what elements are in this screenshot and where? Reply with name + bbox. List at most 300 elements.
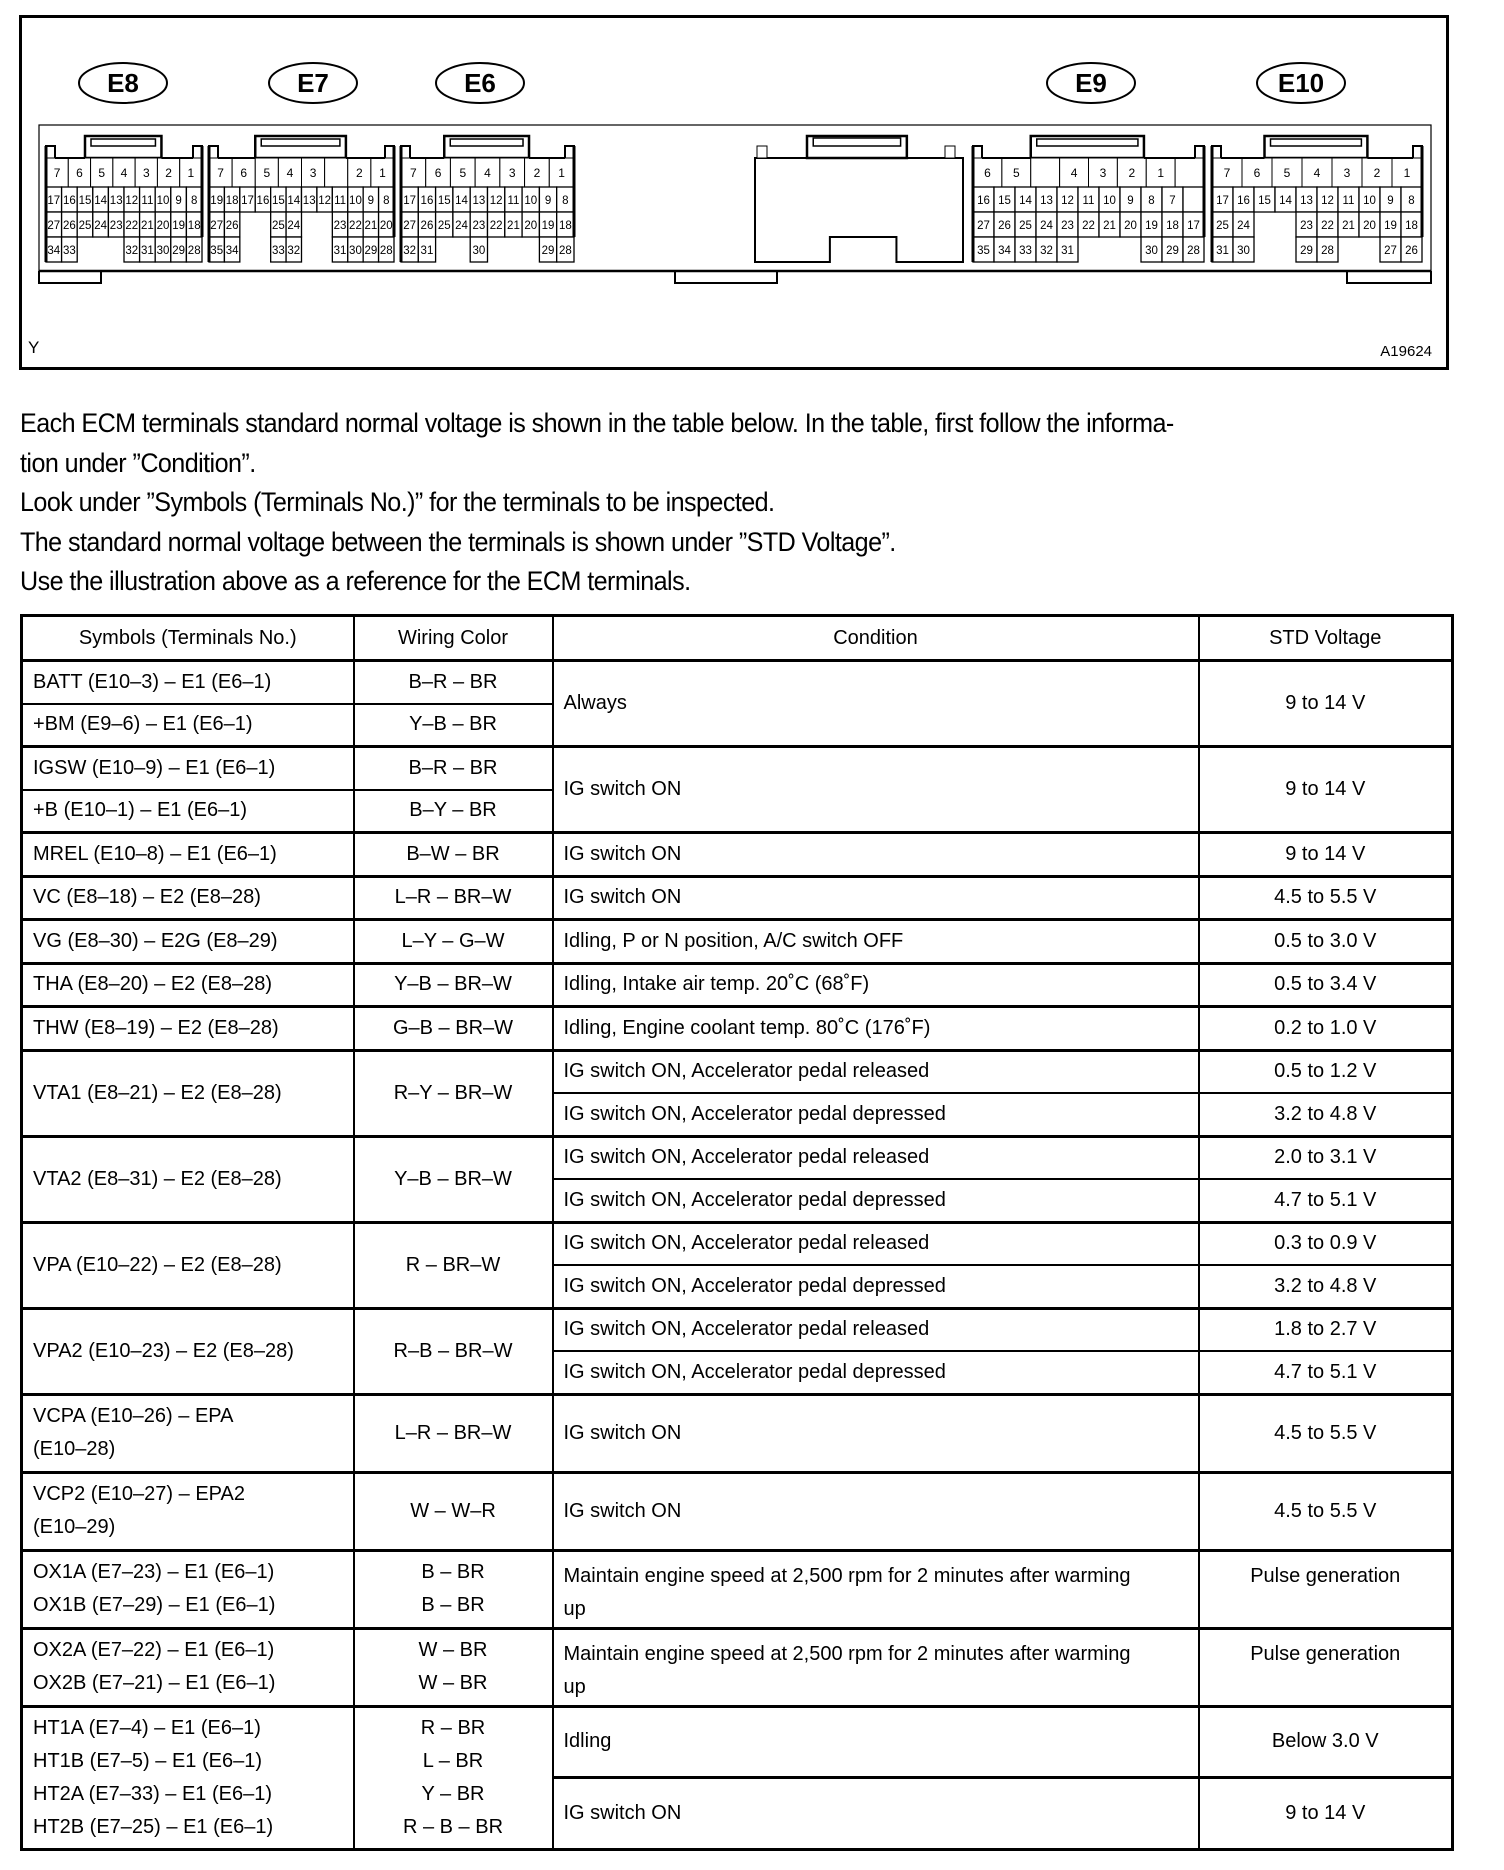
color-line: L – BR xyxy=(422,1749,484,1772)
condition-cell: IG switch ON xyxy=(553,747,1199,833)
terminal-number: 29 xyxy=(541,245,555,257)
terminal-number: 19 xyxy=(172,220,185,232)
terminal-number: 16 xyxy=(1237,195,1250,207)
terminal-number: 2 xyxy=(1373,166,1381,180)
symbol-cell: VG (E8–30) – E2G (E8–29) xyxy=(22,920,354,964)
terminal-number: 17 xyxy=(241,195,254,207)
terminal-number: 11 xyxy=(141,195,154,207)
terminal-number: 8 xyxy=(190,195,198,207)
terminal-number: 2 xyxy=(355,166,363,180)
dummy-connector-body xyxy=(755,158,963,262)
terminal-number: 29 xyxy=(1166,245,1179,257)
color-line: R – BR xyxy=(420,1716,486,1739)
terminal-number: 4 xyxy=(1070,166,1078,180)
terminal-number: 17 xyxy=(1187,220,1200,232)
terminal-number: 13 xyxy=(1040,195,1053,207)
terminal-pin xyxy=(325,158,348,187)
terminal-number: 34 xyxy=(998,245,1011,257)
terminal-number: 32 xyxy=(287,245,301,257)
wiring-color-cell: Y–B – BR–W xyxy=(354,1136,553,1222)
voltage-cell: 0.5 to 3.4 V xyxy=(1199,963,1453,1007)
symbol-cell xyxy=(22,1628,354,1706)
terminal-number: 13 xyxy=(472,195,486,207)
condition-cell: IG switch ON, Accelerator pedal released xyxy=(553,1308,1199,1351)
terminal-number: 32 xyxy=(125,245,139,257)
terminal-number: 20 xyxy=(379,220,393,232)
terminal-number: 14 xyxy=(287,195,301,207)
terminal-number: 34 xyxy=(225,245,239,257)
table-row xyxy=(22,1472,1453,1550)
terminal-number: 9 xyxy=(1387,195,1394,207)
terminal-number: 25 xyxy=(437,220,451,232)
terminal-number: 6 xyxy=(984,166,991,180)
terminal-number: 19 xyxy=(1145,220,1158,232)
connector-label: E7 xyxy=(297,68,329,98)
wiring-color-cell: L–R – BR–W xyxy=(354,1394,553,1472)
terminal-number: 10 xyxy=(1363,195,1376,207)
terminal-number: 8 xyxy=(562,195,569,207)
wiring-color-cell: L–Y – G–W xyxy=(354,920,553,964)
terminal-number: 28 xyxy=(187,245,201,257)
condition-cell: Idling, P or N position, A/C switch OFF xyxy=(553,920,1199,964)
color-line: W – BR xyxy=(418,1639,488,1661)
terminal-number: 29 xyxy=(1300,245,1313,257)
condition-cell: IG switch ON, Accelerator pedal depressed xyxy=(553,1265,1199,1308)
wiring-color-cell: W – W–R xyxy=(354,1472,553,1550)
terminal-number: 27 xyxy=(977,220,990,232)
terminal-number: 3 xyxy=(142,166,150,180)
voltage-cell: Below 3.0 V xyxy=(1199,1706,1453,1778)
connector-tab xyxy=(757,146,767,158)
condition-cell: Always xyxy=(553,661,1199,747)
voltage-cell: Pulse generation xyxy=(1199,1550,1453,1628)
symbol-cell: VPA (E10–22) – E2 (E8–28) xyxy=(22,1222,354,1308)
header-std-voltage: STD Voltage xyxy=(1199,616,1453,661)
terminal-number: 18 xyxy=(187,220,201,232)
symbol-cell: THW (E8–19) – E2 (E8–28) xyxy=(22,1007,354,1051)
terminal-number: 16 xyxy=(256,195,270,207)
condition-cell xyxy=(553,1550,1199,1628)
wiring-color-cell: B–R – BR xyxy=(354,747,553,790)
connector-tab xyxy=(945,146,955,158)
terminal-number: 1 xyxy=(187,166,195,180)
connector-label: E9 xyxy=(1075,68,1107,98)
symbol-line: VCP2 (E10–27) – EPA2 xyxy=(33,1483,245,1505)
table-row xyxy=(22,876,1453,920)
terminal-number: 6 xyxy=(434,166,442,180)
condition-cell: IG switch ON xyxy=(553,833,1199,877)
voltage-cell: 3.2 to 4.8 V xyxy=(1199,1265,1453,1308)
condition-cell: IG switch ON, Accelerator pedal released xyxy=(553,1222,1199,1265)
terminal-number: 8 xyxy=(1148,195,1155,207)
terminal-number: 31 xyxy=(1216,245,1229,257)
terminal-number: 3 xyxy=(1343,166,1351,180)
terminal-number: 31 xyxy=(1061,245,1074,257)
table-row xyxy=(22,833,1453,877)
symbol-line: VCPA (E10–26) – EPA xyxy=(33,1405,234,1427)
condition-cell xyxy=(553,1628,1199,1706)
color-line: W – BR xyxy=(418,1672,488,1694)
intro-line: Look under ”Symbols (Terminals No.)” for the terminals to be inspected. xyxy=(20,487,775,517)
condition-line: up xyxy=(563,1675,586,1698)
symbol-line: HT2A (E7–33) – E1 (E6–1) xyxy=(33,1782,273,1805)
terminal-number: 33 xyxy=(1019,245,1032,257)
wiring-color-cell: R–Y – BR–W xyxy=(354,1050,553,1136)
terminal-number: 24 xyxy=(94,220,107,232)
symbol-line: HT1B (E7–5) – E1 (E6–1) xyxy=(33,1749,262,1772)
terminal-number: 30 xyxy=(349,245,362,257)
symbol-cell xyxy=(22,1472,354,1550)
terminal-number: 25 xyxy=(78,220,92,232)
condition-cell: IG switch ON xyxy=(553,876,1199,920)
voltage-cell: 0.5 to 1.2 V xyxy=(1199,1050,1453,1093)
figure-id: A19624 xyxy=(1380,343,1432,360)
intro-line: Use the illustration above as a reference for the ECM terminals. xyxy=(20,566,691,596)
terminal-number: 22 xyxy=(489,220,503,232)
symbol-cell xyxy=(22,1706,354,1849)
terminal-number: 16 xyxy=(977,195,990,207)
terminal-number: 6 xyxy=(76,166,83,180)
terminal-number: 27 xyxy=(47,220,61,232)
terminal-number: 29 xyxy=(172,245,185,257)
terminal-number: 13 xyxy=(1300,195,1313,207)
terminal-number: 13 xyxy=(109,195,123,207)
terminal-number: 32 xyxy=(403,245,417,257)
terminal-number: 25 xyxy=(271,220,285,232)
terminal-number: 16 xyxy=(63,195,76,207)
voltage-cell: 4.7 to 5.1 V xyxy=(1199,1179,1453,1222)
terminal-number: 5 xyxy=(1012,166,1020,180)
terminal-number: 10 xyxy=(156,195,170,207)
terminal-number: 11 xyxy=(1342,195,1355,207)
terminal-number: 10 xyxy=(349,195,362,207)
terminal-number: 27 xyxy=(403,220,417,232)
table-row xyxy=(22,920,1453,964)
condition-line: up xyxy=(563,1597,586,1620)
terminal-pin xyxy=(1031,158,1060,187)
condition-cell: Idling, Engine coolant temp. 80˚C (176˚F) xyxy=(553,1007,1199,1051)
terminal-number: 30 xyxy=(1237,245,1250,257)
header-wiring-color: Wiring Color xyxy=(354,616,553,661)
color-line: R – B – BR xyxy=(402,1815,504,1838)
connector-diagram xyxy=(3,3,1504,383)
terminal-number: 2 xyxy=(1128,166,1136,180)
terminal-number: 11 xyxy=(507,195,520,207)
symbol-cell: MREL (E10–8) – E1 (E6–1) xyxy=(22,833,354,877)
terminal-number: 10 xyxy=(1103,195,1116,207)
terminal-number: 15 xyxy=(78,195,92,207)
terminal-number: 23 xyxy=(472,220,486,232)
terminal-number: 6 xyxy=(1253,166,1261,180)
voltage-cell: 3.2 to 4.8 V xyxy=(1199,1093,1453,1136)
symbol-cell: IGSW (E10–9) – E1 (E6–1) xyxy=(22,747,354,790)
terminal-number: 22 xyxy=(1321,220,1334,232)
terminal-pin xyxy=(1175,158,1204,187)
wiring-color-cell xyxy=(354,1706,553,1849)
voltage-cell: 0.2 to 1.0 V xyxy=(1199,1007,1453,1051)
terminal-number: 20 xyxy=(524,220,538,232)
terminal-number: 30 xyxy=(156,245,170,257)
terminal-number: 6 xyxy=(240,166,248,180)
terminal-number: 7 xyxy=(217,166,224,180)
voltage-cell: 0.3 to 0.9 V xyxy=(1199,1222,1453,1265)
symbol-cell: +BM (E9–6) – E1 (E6–1) xyxy=(22,704,354,747)
terminal-number: 9 xyxy=(175,195,182,207)
terminal-number: 23 xyxy=(333,220,347,232)
symbol-cell xyxy=(22,1550,354,1628)
voltage-cell: 4.5 to 5.5 V xyxy=(1199,1394,1453,1472)
terminal-number: 2 xyxy=(533,166,541,180)
terminal-number: 18 xyxy=(1166,220,1179,232)
wiring-color-cell: G–B – BR–W xyxy=(354,1007,553,1051)
connector-label: E10 xyxy=(1277,68,1325,98)
housing-foot xyxy=(39,271,101,283)
terminal-number: 12 xyxy=(1321,195,1334,207)
symbol-cell: BATT (E10–3) – E1 (E6–1) xyxy=(22,661,354,704)
condition-cell: IG switch ON, Accelerator pedal depressed xyxy=(553,1351,1199,1394)
connector-latch-slot xyxy=(813,138,900,146)
terminal-number: 20 xyxy=(1363,220,1376,232)
terminal-number: 7 xyxy=(1223,166,1231,180)
terminal-number: 27 xyxy=(210,220,224,232)
terminal-number: 23 xyxy=(1300,220,1313,232)
terminal-number: 28 xyxy=(1321,245,1334,257)
terminal-number: 10 xyxy=(524,195,538,207)
condition-cell: IG switch ON, Accelerator pedal released xyxy=(553,1050,1199,1093)
condition-cell: IG switch ON, Accelerator pedal depressed xyxy=(553,1179,1199,1222)
terminal-number: 25 xyxy=(1216,220,1229,232)
terminal-number: 9 xyxy=(544,195,552,207)
terminal-number: 11 xyxy=(334,195,347,207)
terminal-number: 34 xyxy=(47,245,61,257)
terminal-number: 11 xyxy=(1082,195,1095,207)
terminal-number: 15 xyxy=(1258,195,1271,207)
terminal-number: 14 xyxy=(455,195,468,207)
connector-latch-slot xyxy=(91,139,155,146)
terminal-number: 33 xyxy=(63,245,76,257)
condition-cell: IG switch ON, Accelerator pedal released xyxy=(553,1136,1199,1179)
table-row xyxy=(22,1007,1453,1051)
voltage-cell: 4.7 to 5.1 V xyxy=(1199,1351,1453,1394)
terminal-number: 35 xyxy=(210,245,224,257)
symbol-line: OX1A (E7–23) – E1 (E6–1) xyxy=(33,1561,275,1583)
voltage-cell: 4.5 to 5.5 V xyxy=(1199,1472,1453,1550)
voltage-cell: 2.0 to 3.1 V xyxy=(1199,1136,1453,1179)
terminal-number: 1 xyxy=(558,166,565,180)
table-row xyxy=(22,1394,1453,1472)
terminal-number: 18 xyxy=(1405,220,1418,232)
terminal-pin xyxy=(1183,187,1204,212)
terminal-number: 8 xyxy=(383,195,390,207)
terminal-number: 1 xyxy=(1157,166,1165,180)
connector-latch-slot xyxy=(1271,139,1362,146)
terminal-number: 4 xyxy=(120,166,128,180)
terminal-number: 21 xyxy=(507,220,520,232)
header-condition: Condition xyxy=(553,616,1199,661)
voltage-cell: 9 to 14 V xyxy=(1199,661,1453,747)
voltage-cell: 9 to 14 V xyxy=(1199,1778,1453,1850)
terminal-number: 24 xyxy=(455,220,468,232)
terminal-number: 12 xyxy=(489,195,503,207)
symbol-cell: VPA2 (E10–23) – E2 (E8–28) xyxy=(22,1308,354,1394)
terminal-number: 22 xyxy=(125,220,139,232)
table-row xyxy=(22,1222,1453,1265)
symbol-line: HT1A (E7–4) – E1 (E6–1) xyxy=(33,1716,261,1739)
symbol-cell xyxy=(22,1394,354,1472)
table-row xyxy=(22,1706,1453,1778)
wiring-color-cell: Y–B – BR xyxy=(354,704,553,747)
terminal-number: 15 xyxy=(271,195,285,207)
terminal-number: 27 xyxy=(1384,245,1397,257)
ecm-connector-illustration xyxy=(19,15,1449,370)
terminal-number: 3 xyxy=(508,166,516,180)
terminal-number: 26 xyxy=(225,220,239,232)
color-line: Y – BR xyxy=(421,1782,485,1805)
terminal-number: 17 xyxy=(1216,195,1229,207)
terminal-number: 2 xyxy=(165,166,172,180)
terminal-number: 28 xyxy=(558,245,572,257)
terminal-number: 3 xyxy=(309,166,317,180)
terminal-number: 16 xyxy=(420,195,434,207)
intro-text xyxy=(20,404,1359,602)
terminal-number: 19 xyxy=(210,195,224,207)
terminal-number: 22 xyxy=(1082,220,1095,232)
table-row xyxy=(22,661,1453,704)
condition-line: Maintain engine speed at 2,500 rpm for 2 minutes after warming xyxy=(563,1642,1131,1665)
voltage-cell: 0.5 to 3.0 V xyxy=(1199,920,1453,964)
symbol-line: OX2A (E7–22) – E1 (E6–1) xyxy=(33,1639,275,1661)
terminal-number: 7 xyxy=(410,166,417,180)
wiring-color-cell: R – BR–W xyxy=(354,1222,553,1308)
terminal-number: 21 xyxy=(141,220,154,232)
terminal-number: 15 xyxy=(998,195,1011,207)
condition-line: Maintain engine speed at 2,500 rpm for 2 minutes after warming xyxy=(563,1564,1131,1587)
terminal-number: 32 xyxy=(1040,245,1053,257)
terminal-number: 9 xyxy=(1127,195,1134,207)
table-row xyxy=(22,963,1453,1007)
terminal-number: 24 xyxy=(1040,220,1053,232)
header-symbols: Symbols (Terminals No.) xyxy=(22,616,354,661)
terminal-number: 5 xyxy=(263,166,271,180)
terminal-number: 28 xyxy=(1187,245,1200,257)
table-row xyxy=(22,1308,1453,1351)
terminal-number: 18 xyxy=(225,195,239,207)
terminal-number: 26 xyxy=(420,220,434,232)
terminal-voltage-table xyxy=(20,614,1454,1851)
intro-line: Each ECM terminals standard normal voltage is shown in the table below. In the table, first follow the informa- xyxy=(20,408,1174,438)
connector-latch-slot xyxy=(1037,139,1138,146)
condition-cell: IG switch ON, Accelerator pedal depressed xyxy=(553,1093,1199,1136)
wiring-color-cell xyxy=(354,1628,553,1706)
terminal-number: 20 xyxy=(1124,220,1137,232)
terminal-number: 5 xyxy=(1283,166,1291,180)
terminal-number: 18 xyxy=(558,220,572,232)
terminal-number: 8 xyxy=(1408,195,1415,207)
terminal-number: 14 xyxy=(1019,195,1032,207)
terminal-number: 12 xyxy=(125,195,139,207)
table-header-row xyxy=(22,616,1453,661)
symbol-line: OX1B (E7–29) – E1 (E6–1) xyxy=(33,1594,276,1616)
terminal-number: 26 xyxy=(63,220,76,232)
terminal-number: 24 xyxy=(1237,220,1250,232)
terminal-number: 25 xyxy=(1019,220,1032,232)
terminal-number: 33 xyxy=(271,245,285,257)
voltage-cell: 9 to 14 V xyxy=(1199,747,1453,833)
terminal-number: 13 xyxy=(302,195,316,207)
symbol-cell: +B (E10–1) – E1 (E6–1) xyxy=(22,790,354,833)
terminal-number: 35 xyxy=(977,245,990,257)
terminal-number: 15 xyxy=(437,195,451,207)
condition-cell: Idling xyxy=(553,1706,1199,1778)
terminal-number: 22 xyxy=(349,220,362,232)
wiring-color-cell: Y–B – BR–W xyxy=(354,963,553,1007)
table-row xyxy=(22,1050,1453,1093)
terminal-number: 12 xyxy=(1061,195,1074,207)
wiring-color-cell: B–Y – BR xyxy=(354,790,553,833)
terminal-number: 30 xyxy=(1145,245,1158,257)
terminal-number: 3 xyxy=(1099,166,1107,180)
terminal-number: 19 xyxy=(1384,220,1397,232)
terminal-number: 26 xyxy=(998,220,1011,232)
wiring-color-cell: B–W – BR xyxy=(354,833,553,877)
terminal-number: 21 xyxy=(364,220,378,232)
terminal-number: 1 xyxy=(379,166,386,180)
table-row xyxy=(22,1136,1453,1179)
terminal-number: 4 xyxy=(286,166,294,180)
voltage-cell: 4.5 to 5.5 V xyxy=(1199,876,1453,920)
terminal-number: 21 xyxy=(1103,220,1116,232)
terminal-number: 4 xyxy=(1313,166,1321,180)
symbol-cell: VTA1 (E8–21) – E2 (E8–28) xyxy=(22,1050,354,1136)
table-row xyxy=(22,747,1453,790)
wiring-color-cell xyxy=(354,1550,553,1628)
connector-label: E6 xyxy=(464,68,496,98)
wiring-color-cell: R–B – BR–W xyxy=(354,1308,553,1394)
color-line: B – BR xyxy=(421,1561,485,1583)
table-row xyxy=(22,1628,1453,1706)
terminal-number: 20 xyxy=(156,220,170,232)
terminal-number: 31 xyxy=(333,245,347,257)
terminal-number: 1 xyxy=(1403,166,1411,180)
condition-cell: IG switch ON xyxy=(553,1778,1199,1850)
color-line: B – BR xyxy=(421,1594,485,1616)
wiring-color-cell: L–R – BR–W xyxy=(354,876,553,920)
terminal-number: 23 xyxy=(1061,220,1074,232)
terminal-number: 23 xyxy=(109,220,123,232)
terminal-number: 30 xyxy=(472,245,486,257)
terminal-number: 28 xyxy=(379,245,393,257)
terminal-number: 5 xyxy=(98,166,106,180)
connector-label: E8 xyxy=(107,68,139,98)
terminal-number: 26 xyxy=(1405,245,1418,257)
terminal-number: 12 xyxy=(318,195,332,207)
housing-foot xyxy=(675,271,777,283)
terminal-number: 31 xyxy=(141,245,154,257)
connector-latch-slot xyxy=(261,139,340,146)
terminal-number: 4 xyxy=(484,166,491,180)
symbol-cell: VTA2 (E8–31) – E2 (E8–28) xyxy=(22,1136,354,1222)
terminal-number: 17 xyxy=(47,195,61,207)
terminal-number: 21 xyxy=(1342,220,1355,232)
condition-cell: Idling, Intake air temp. 20˚C (68˚F) xyxy=(553,963,1199,1007)
terminal-number: 17 xyxy=(403,195,417,207)
table-row xyxy=(22,1550,1453,1628)
terminal-number: 7 xyxy=(1169,195,1176,207)
terminal-number: 14 xyxy=(1279,195,1292,207)
intro-line: The standard normal voltage between the terminals is shown under ”STD Voltage”. xyxy=(20,526,896,557)
terminal-number: 29 xyxy=(364,245,378,257)
intro-line: tion under ”Condition”. xyxy=(20,447,256,478)
